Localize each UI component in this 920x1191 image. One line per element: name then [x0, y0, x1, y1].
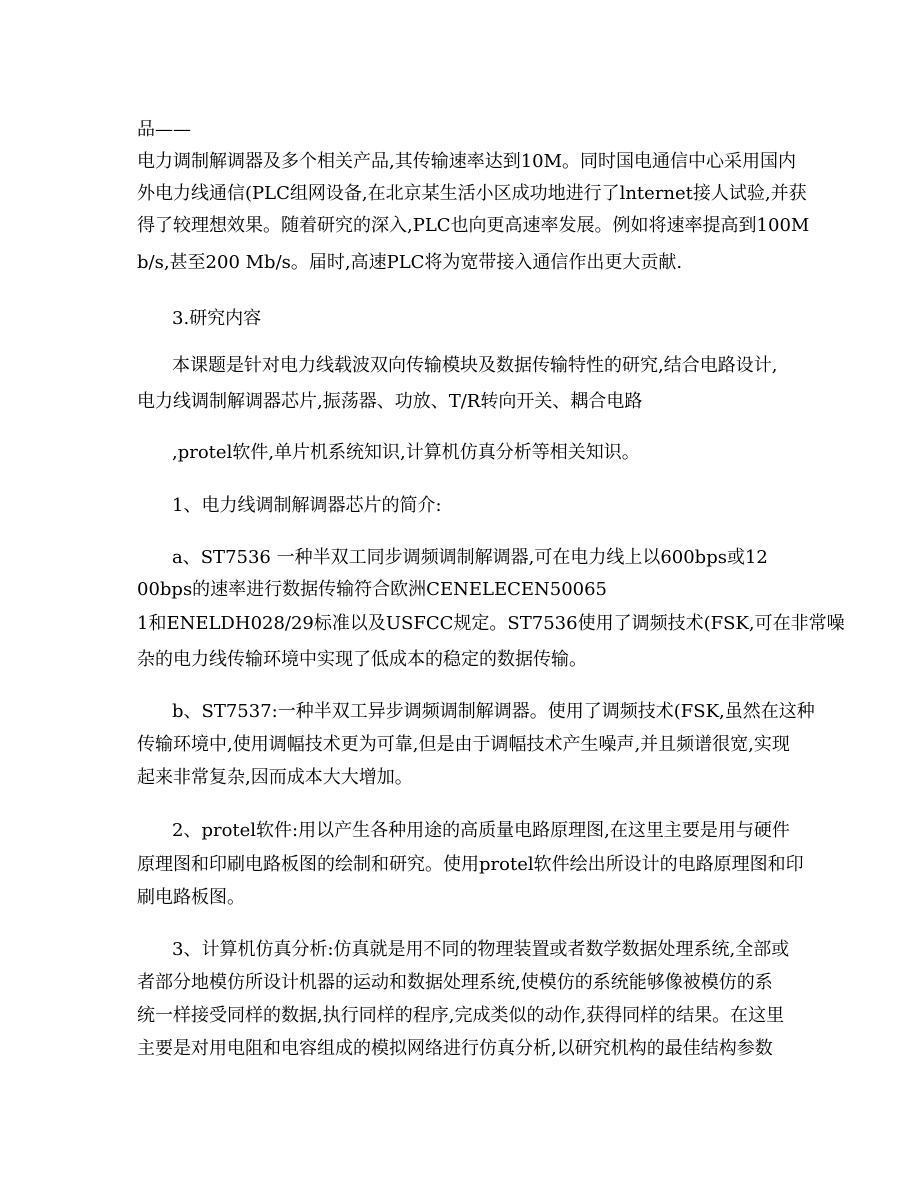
text-line: 统一样接受同样的数据,执行同样的程序,完成类似的动作,获得同样的结果。在这里 [137, 1005, 785, 1026]
text-line: b、ST7537:一种半双工异步调频调制解调器。使用了调频技术(FSK,虽然在这种 [172, 701, 815, 722]
text-line: ,protel软件,单片机系统知识,计算机仿真分析等相关知识。 [172, 442, 640, 463]
text-line: 00bps的速率进行数据传输符合欧洲CENELECEN50065 [137, 579, 608, 600]
text-line: 3、计算机仿真分析:仿真就是用不同的物理装置或者数学数据处理系统,全部或 [172, 939, 790, 960]
text-line: a、ST7536 一种半双工同步调频调制解调器,可在电力线上以600bps或12 [172, 547, 768, 568]
text-line: 品—— [137, 119, 191, 140]
text-line: 原理图和印刷电路板图的绘制和研究。使用protel软件绘出所设计的电路原理图和印 [137, 854, 804, 875]
text-line: b/s,甚至200 Mb/s。届时,高速PLC将为宽带接入通信作出更大贡献. [137, 252, 683, 273]
text-line: 起来非常复杂,因而成本大大增加。 [137, 767, 413, 788]
text-line: 2、protel软件:用以产生各种用途的高质量电路原理图,在这里主要是用与硬件 [172, 820, 790, 841]
text-line: 1、电力线调制解调器芯片的简介: [172, 495, 442, 516]
text-line: 1和ENELDH028/29标准以及USFCC规定。ST7536使用了调频技术(FSK,可在非常噪 [137, 613, 845, 634]
text-line: 刷电路板图。 [137, 887, 245, 908]
text-line: 主要是对用电阻和电容组成的模拟网络进行仿真分析,以研究机构的最佳结构参数 [137, 1038, 773, 1059]
section-heading: 3.研究内容 [172, 308, 262, 329]
text-line: 本课题是针对电力线载波双向传输模块及数据传输特性的研究,结合电路设计, [172, 355, 778, 376]
text-line: 得了较理想效果。随着研究的深入,PLC也向更高速率发展。例如将速率提高到100M [137, 215, 810, 236]
text-line: 传输环境中,使用调幅技术更为可靠,但是由于调幅技术产生噪声,并且频谱很宽,实现 [137, 734, 790, 755]
text-line: 电力调制解调器及多个相关产品,其传输速率达到10M。同时国电通信中心采用国内 [137, 151, 797, 172]
text-line: 外电力线通信(PLC组网设备,在北京某生活小区成功地进行了lnternet接人试验,并获 [137, 183, 807, 204]
text-line: 杂的电力线传输环境中实现了低成本的稳定的数据传输。 [137, 649, 587, 670]
text-line: 者部分地模仿所设计机器的运动和数据处理系统,使模仿的系统能够像被模仿的系 [137, 972, 773, 993]
text-line: 电力线调制解调器芯片,振荡器、功放、T/R转向开关、耦合电路 [137, 391, 643, 412]
